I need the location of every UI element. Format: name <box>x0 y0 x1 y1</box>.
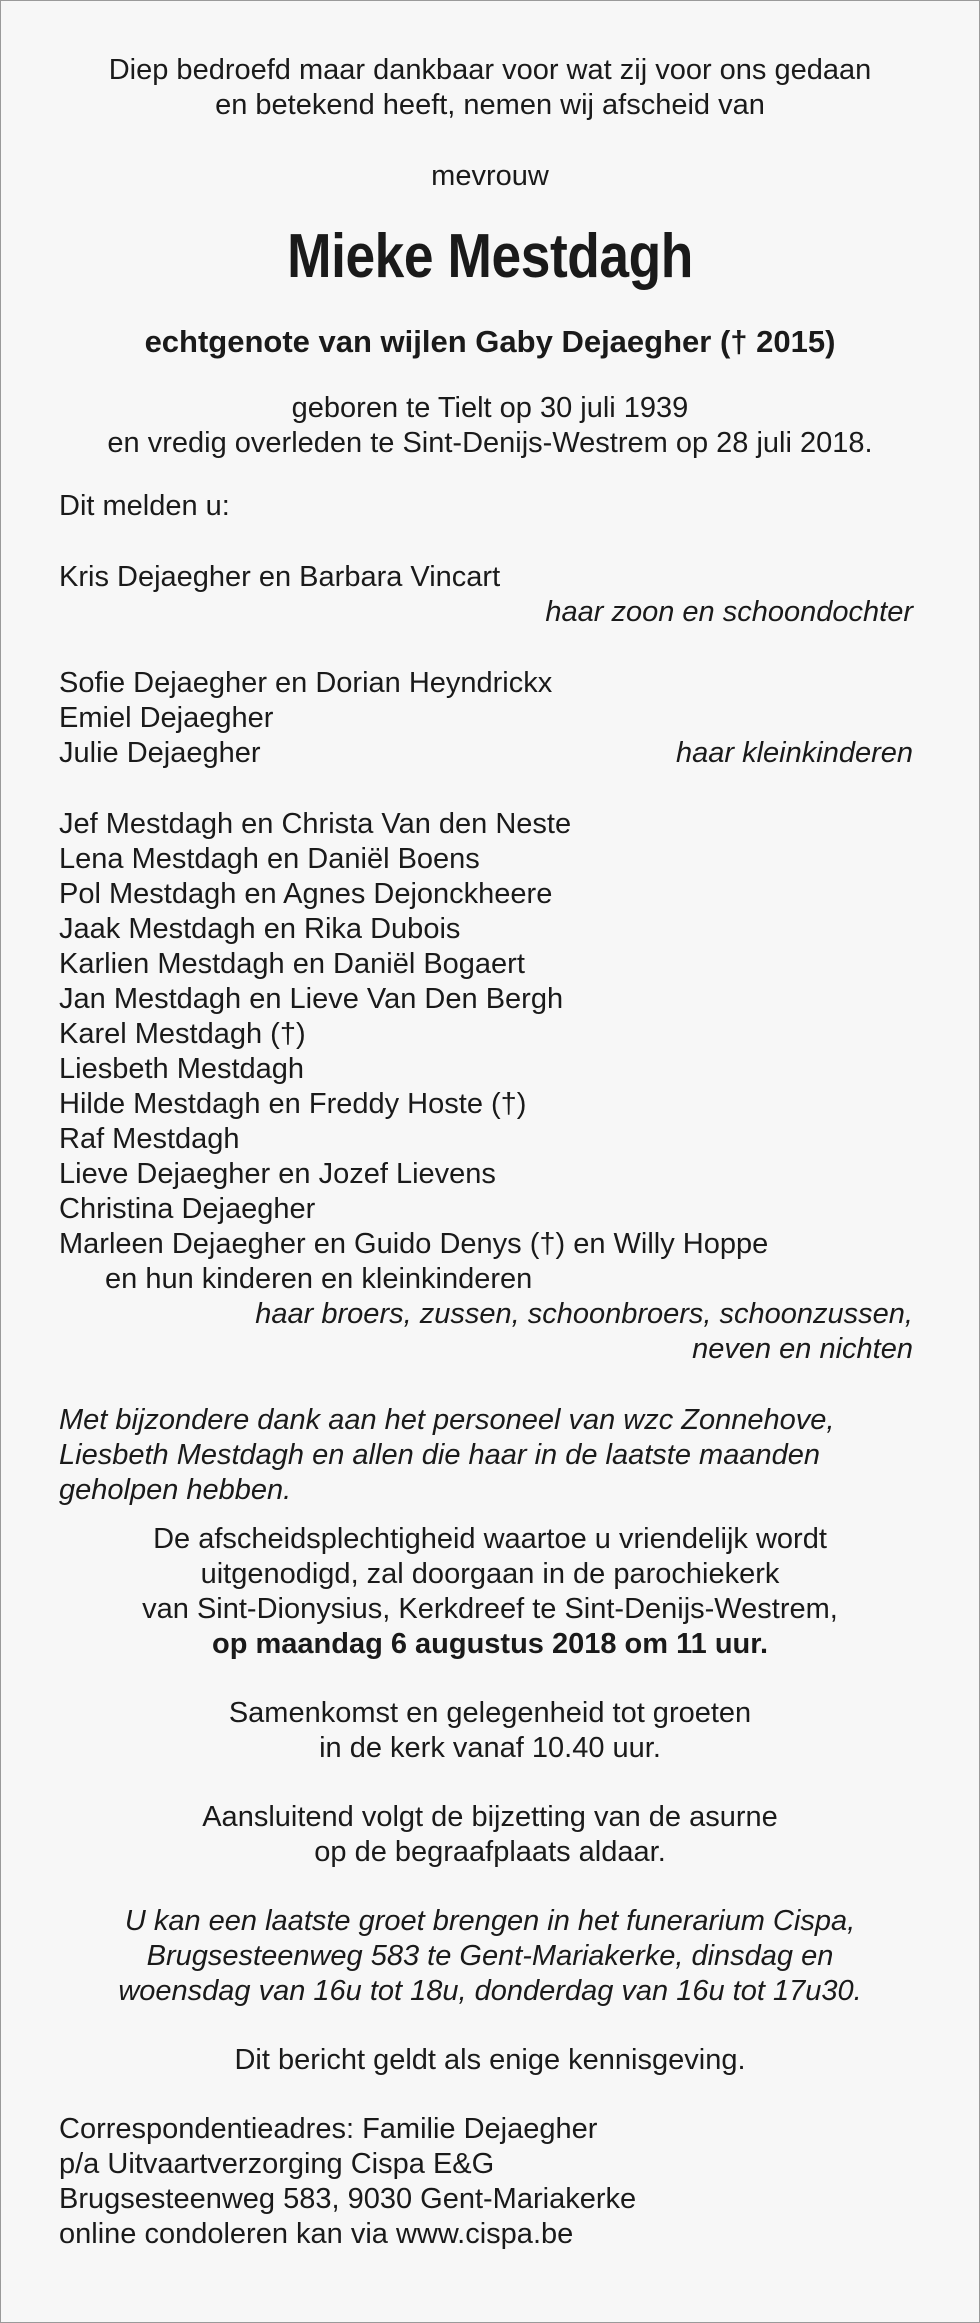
family-name: Liesbeth Mestdagh <box>59 1053 305 1085</box>
thanks-line: geholpen hebben. <box>59 1474 292 1506</box>
family-group-siblings <box>59 807 921 1367</box>
relation-label: neven en nichten <box>692 1333 913 1365</box>
correspondence-line: Correspondentieadres: Familie Dejaegher <box>59 2113 598 2145</box>
family-name: Karlien Mestdagh en Daniël Bogaert <box>59 948 525 980</box>
title-word: mevrouw <box>431 160 549 192</box>
relation-label: haar zoon en schoondochter <box>545 596 913 628</box>
deceased-name: Mieke Mestdagh <box>287 222 693 291</box>
ceremony-line: uitgenodigd, zal doorgaan in de parochiekerk <box>200 1558 780 1590</box>
birth-death-dates <box>59 391 921 461</box>
thanks-line: Liesbeth Mestdagh en allen die haar in de laatste maanden <box>59 1439 820 1471</box>
notice-line: Dit bericht geldt als enige kennisgeving. <box>234 2044 746 2076</box>
family-name: Lena Mestdagh en Daniël Boens <box>59 843 480 875</box>
family-name: Jaak Mestdagh en Rika Dubois <box>59 913 461 945</box>
correspondence-block <box>59 2112 921 2252</box>
visit-line: woensdag van 16u tot 18u, donderdag van 16u tot 17u30. <box>118 1975 862 2007</box>
family-name: Jan Mestdagh en Lieve Van Den Bergh <box>59 983 564 1015</box>
family-name: Julie Dejaegher <box>59 737 261 769</box>
intro-line: en betekend heeft, nemen wij afscheid van <box>215 89 765 121</box>
birth-line: geboren te Tielt op 30 juli 1939 <box>291 392 689 424</box>
ceremony-date: op maandag 6 augustus 2018 om 11 uur. <box>211 1628 768 1660</box>
family-name: Raf Mestdagh <box>59 1123 240 1155</box>
family-name: Emiel Dejaegher <box>59 702 274 734</box>
burial-line: Aansluitend volgt de bijzetting van de asurne <box>202 1801 778 1833</box>
family-name: Marleen Dejaegher en Guido Denys (†) en Willy Hoppe <box>59 1228 769 1260</box>
burial-line: op de begraafplaats aldaar. <box>314 1836 666 1868</box>
family-name: Christina Dejaegher <box>59 1193 316 1225</box>
family-name: Jef Mestdagh en Christa Van den Neste <box>59 808 572 840</box>
family-name: Pol Mestdagh en Agnes Dejonckheere <box>59 878 553 910</box>
correspondence-line: Brugsesteenweg 583, 9030 Gent-Mariakerke <box>59 2183 637 2215</box>
intro-text <box>59 53 921 123</box>
family-group-son <box>59 560 921 630</box>
ceremony-line: van Sint-Dionysius, Kerkdreef te Sint-Denijs-Westrem, <box>142 1593 838 1625</box>
gathering-paragraph <box>59 1696 921 1766</box>
correspondence-line: p/a Uitvaartverzorging Cispa E&G <box>59 2148 495 2180</box>
gathering-line: in de kerk vanaf 10.40 uur. <box>319 1732 661 1764</box>
thanks-line: Met bijzondere dank aan het personeel van wzc Zonnehove, <box>59 1404 835 1436</box>
family-name: Karel Mestdagh (†) <box>59 1018 306 1050</box>
visit-paragraph <box>59 1904 921 2009</box>
correspondence-line: online condoleren kan via www.cispa.be <box>59 2218 574 2250</box>
intro-line: Diep bedroefd maar dankbaar voor wat zij voor ons gedaan <box>108 54 872 86</box>
relation-label: haar kleinkinderen <box>676 737 913 769</box>
relation-label: haar broers, zussen, schoonbroers, schoonzussen, <box>255 1298 913 1330</box>
family-name: Kris Dejaegher en Barbara Vincart <box>59 561 501 593</box>
family-sub-line: en hun kinderen en kleinkinderen <box>105 1263 533 1295</box>
visit-line: Brugsesteenweg 583 te Gent-Mariakerke, dinsdag en <box>146 1940 834 1972</box>
death-line: en vredig overleden te Sint-Denijs-Westrem op 28 juli 2018. <box>107 427 873 459</box>
visit-line: U kan een laatste groet brengen in het funerarium Cispa, <box>124 1905 856 1937</box>
family-name: Hilde Mestdagh en Freddy Hoste (†) <box>59 1088 527 1120</box>
family-name: Sofie Dejaegher en Dorian Heyndrickx <box>59 667 553 699</box>
burial-paragraph <box>59 1800 921 1870</box>
thanks-paragraph <box>59 1403 921 1508</box>
spouse-line: echtgenote van wijlen Gaby Dejaegher († 2015) <box>144 324 836 359</box>
announce-line: Dit melden u: <box>59 490 230 522</box>
gathering-line: Samenkomst en gelegenheid tot groeten <box>228 1697 752 1729</box>
ceremony-line: De afscheidsplechtigheid waartoe u vriendelijk wordt <box>153 1523 827 1555</box>
family-name: Lieve Dejaegher en Jozef Lievens <box>59 1158 496 1190</box>
family-group-grandchildren <box>59 666 921 771</box>
ceremony-paragraph <box>59 1522 921 1662</box>
family-row <box>59 736 921 771</box>
